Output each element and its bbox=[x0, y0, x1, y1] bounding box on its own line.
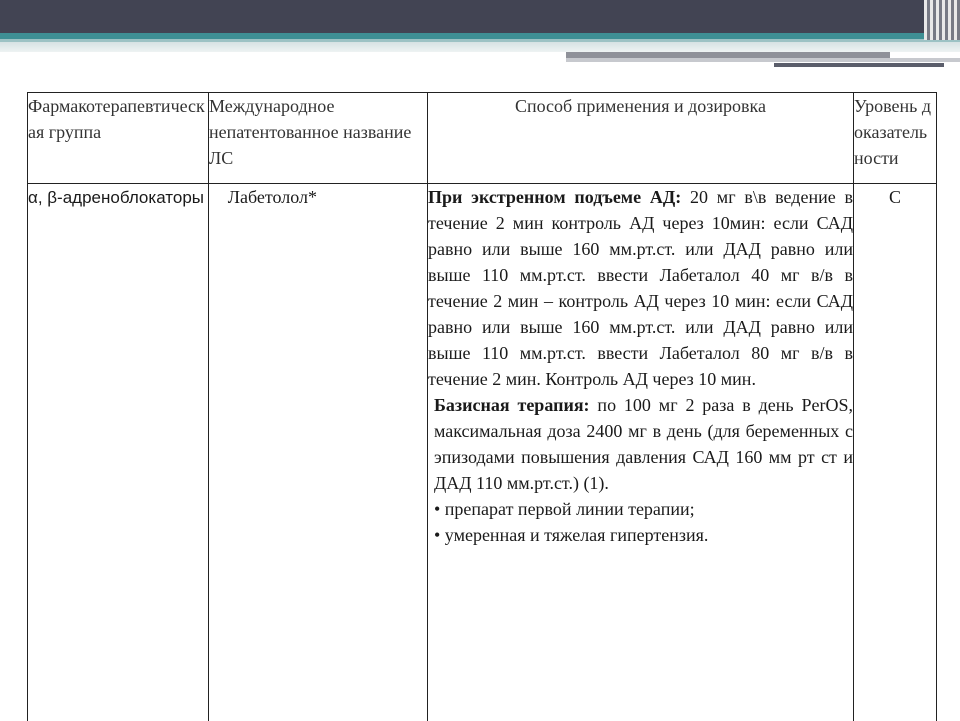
table-header-row bbox=[28, 93, 937, 184]
decor-bar bbox=[566, 58, 960, 62]
cell-group bbox=[28, 184, 209, 721]
drug-name: Лабетолол* bbox=[227, 187, 317, 207]
group-text: α, β-адреноблокаторы bbox=[28, 188, 204, 207]
basic-paragraph bbox=[428, 392, 853, 496]
decor-bar bbox=[774, 63, 944, 67]
cell-level bbox=[854, 184, 937, 721]
header-dark-band bbox=[0, 0, 960, 33]
header-level: Уровень доказательности bbox=[854, 93, 937, 184]
header-inn: Международное непатентованное название ЛС bbox=[209, 93, 428, 184]
header-method: Способ применения и дозировка bbox=[428, 93, 854, 184]
cell-method bbox=[428, 184, 854, 721]
emergency-paragraph bbox=[428, 184, 853, 392]
basic-text: по 100 мг 2 раза в день PerOS, максимальная доза 2400 мг в день (для беременных с эпизодами повышения давления САД 160 мм рт ст и ДАД 110 мм.рт.ст.) (1). bbox=[434, 395, 853, 493]
list-item: • умеренная и тяжелая гипертензия. bbox=[434, 525, 709, 545]
header-group: Фармакотерапевтическая группа bbox=[28, 93, 209, 184]
decor-stripes bbox=[924, 0, 960, 40]
drug-table bbox=[27, 92, 937, 721]
emergency-label: При экстренном подъеме АД: bbox=[428, 187, 682, 207]
table-row bbox=[28, 184, 937, 721]
cell-drug bbox=[209, 184, 428, 721]
list-item: • препарат первой линии терапии; bbox=[434, 499, 695, 519]
evidence-level: C bbox=[888, 187, 901, 207]
basic-label: Базисная терапия: bbox=[434, 395, 590, 415]
header-light-band bbox=[0, 42, 960, 52]
emergency-text: 20 мг в\в ведение в течение 2 мин контроль АД через 10мин: если САД равно или выше 160 мм.рт.ст. или ДАД равно или выше 110 мм.рт.ст. ввести Лабеталол 40 мг в/в в течение 2 мин – контроль АД через 10 мин: если САД равно или выше 160 мм.рт.ст. или ДАД равно или выше 110 мм.рт.ст. ввести Лабеталол 80 мг в/в в течение 2 мин. Контроль АД через 10 мин. bbox=[428, 187, 853, 389]
